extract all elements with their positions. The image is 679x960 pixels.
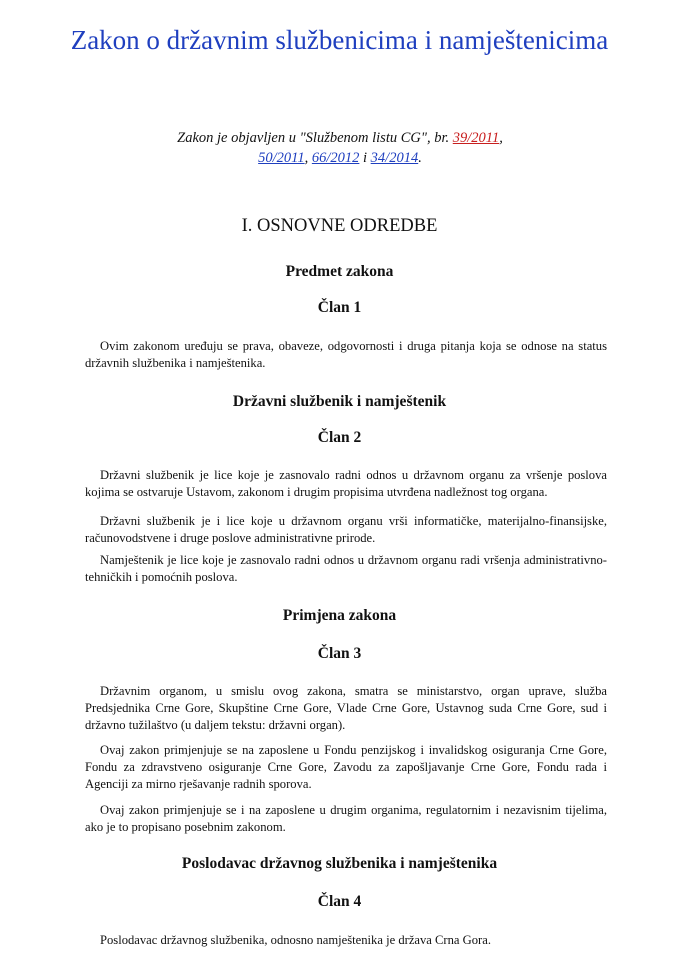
article-1-paragraph-1: Ovim zakonom uređuju se prava, obaveze, odgovornosti i druga pitanja koja se odnose na status državnih službenika i namještenika. bbox=[85, 339, 607, 370]
article-3-paragraph-2: Ovaj zakon primjenjuje se na zaposlene u Fondu penzijskog i invalidskog osiguranja Crne Gore, Fondu za zdravstveno osiguranje Crne Gore, Zavodu za zapošljavanje Crne Gore, Fondu rada i Agenciji za mirno rješavanje radnih sporova. bbox=[85, 743, 607, 791]
gazette-link-50-2011[interactable]: 50/2011 bbox=[258, 150, 305, 166]
heading-poslodavac: Poslodavac državnog službenika i namještenika bbox=[181, 855, 498, 872]
gazette-link-34-2014[interactable]: 34/2014 bbox=[370, 150, 419, 166]
publication-separator: , bbox=[499, 130, 503, 146]
publication-prefix: Zakon je objavljen u "Službenom listu CG", br. bbox=[177, 130, 450, 146]
publication-separator: , bbox=[304, 150, 309, 166]
publication-note bbox=[130, 128, 550, 168]
article-heading-2: Član 2 bbox=[317, 429, 362, 446]
section-title: I. OSNOVNE ODREDBE bbox=[241, 216, 438, 236]
publication-separator: i bbox=[363, 150, 368, 166]
article-heading-4: Član 4 bbox=[317, 893, 362, 910]
gazette-link-39-2011[interactable]: 39/2011 bbox=[452, 130, 500, 146]
article-3-paragraph-1: Državnim organom, u smislu ovog zakona, smatra se ministarstvo, organ uprave, služba Predsjednika Crne Gore, Skupštine Crne Gore, Vlade Crne Gore, Ustavnog suda Crne Gore, sud i državno tužilaštvo (u daljem tekstu: državni organ). bbox=[85, 684, 607, 732]
article-heading-3: Član 3 bbox=[317, 645, 362, 662]
heading-predmet-zakona: Predmet zakona bbox=[285, 263, 394, 280]
heading-primjena-zakona: Primjena zakona bbox=[282, 607, 397, 624]
publication-suffix: . bbox=[418, 150, 422, 166]
article-2-paragraph-2: Državni službenik je i lice koje u državnom organu vrši informatičke, materijalno-finansijske, računovodstvene i druge poslove administrativne prirode. bbox=[85, 514, 607, 545]
article-2-paragraph-1: Državni službenik je lice koje je zasnovalo radni odnos u državnom organu za vršenje poslova kojima se ostvaruje Ustavom, zakonom i drugim propisima utvrđena nadležnost tog organa. bbox=[85, 468, 607, 499]
article-3-paragraph-3: Ovaj zakon primjenjuje se i na zaposlene u drugim organima, regulatornim i nezavisnim tijelima, ako je to propisano posebnim zakonom. bbox=[85, 803, 607, 834]
article-2-paragraph-3: Namještenik je lice koje je zasnovalo radni odnos u državnom organu radi vršenja administrativno-tehničkih i pomoćnih poslova. bbox=[85, 553, 607, 584]
article-heading-1: Član 1 bbox=[317, 299, 362, 316]
gazette-link-66-2012[interactable]: 66/2012 bbox=[311, 150, 360, 166]
heading-drzavni-sluzbenik: Državni službenik i namještenik bbox=[232, 393, 447, 410]
article-4-paragraph-1: Poslodavac državnog službenika, odnosno namještenika je država Crna Gora. bbox=[100, 933, 491, 947]
document-title: Zakon o državnim službenicima i namještenicima bbox=[70, 25, 609, 55]
